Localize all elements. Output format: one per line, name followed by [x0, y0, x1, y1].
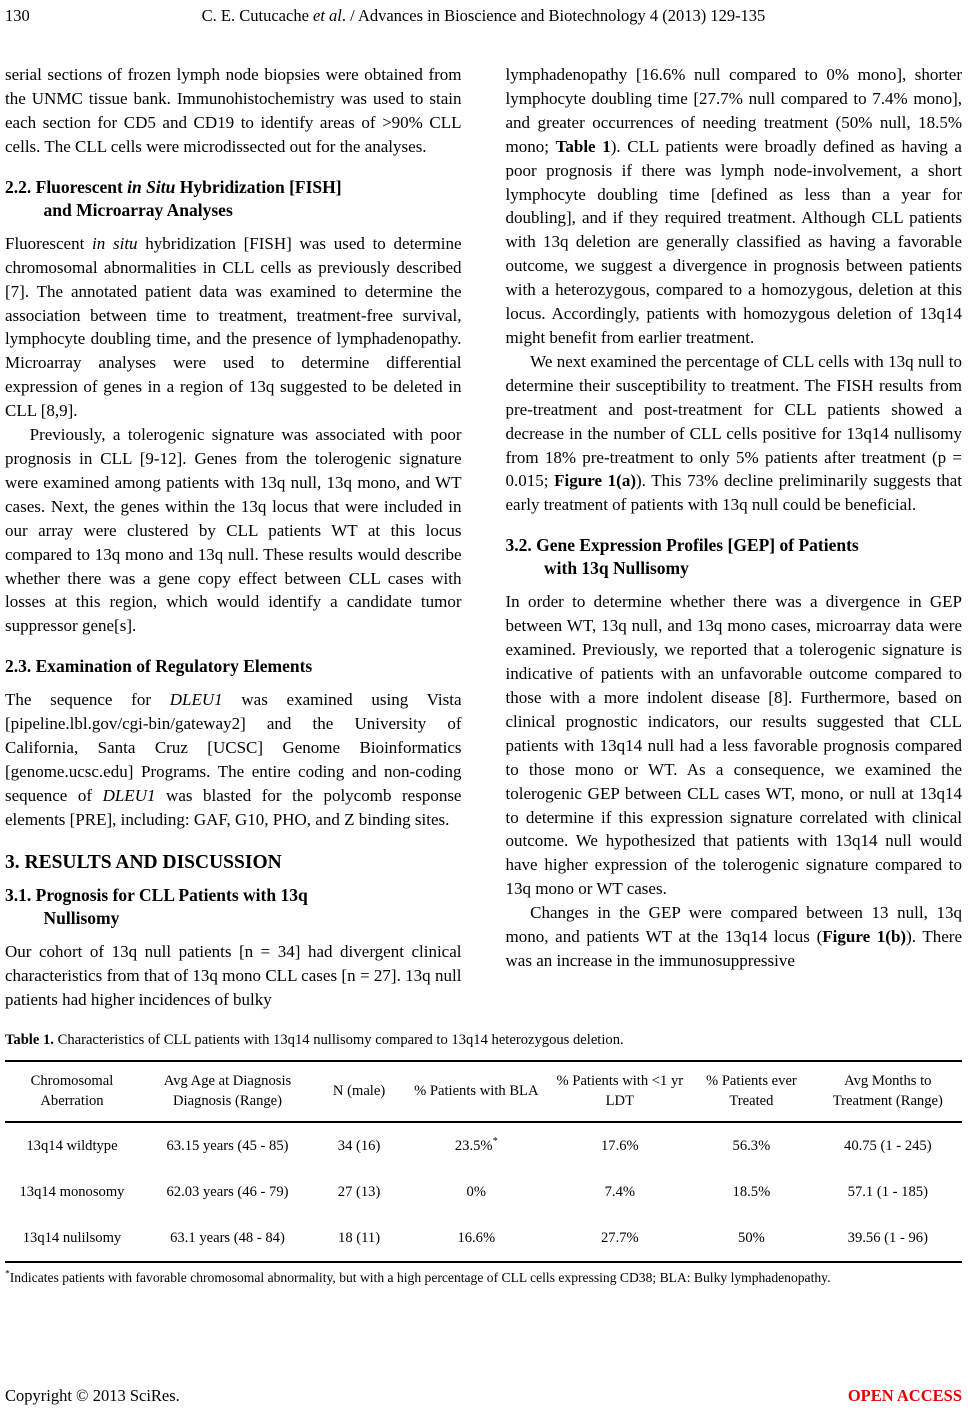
column-header: % Patients ever Treated	[689, 1061, 813, 1122]
table-cell: 17.6%	[600, 1137, 639, 1154]
table-cell: 56.3%	[732, 1137, 771, 1154]
table-cell: 16.6%	[402, 1215, 550, 1262]
column-header: % Patients with <1 yr LDT	[550, 1061, 689, 1122]
table-cell: 0%	[466, 1183, 487, 1200]
paragraph: serial sections of frozen lymph node biopsies were obtained from the UNMC tissue bank. Immunohistochemistry was used to stain each section for CD5 and CD19 to identify areas of >90% CLL cells. The CLL cells were microdissected out for the analyses.	[5, 65, 462, 156]
paragraph: Changes in the GEP were compared between 13 null, 13q mono, and patients WT at the 13q14 locus (Figure 1(b)). There was an increase in the immunosuppressive	[505, 903, 963, 970]
copyright-text: Copyright © 2013 SciRes.	[5, 1386, 180, 1405]
column-header: Chromosomal Aberration	[5, 1061, 139, 1122]
table-cell: 7.4%	[604, 1183, 636, 1200]
section-heading-3-2: 3.2. Gene Expression Profiles [GEP] of Patients with 13q Nullisomy	[505, 535, 859, 579]
characteristics-table	[5, 1060, 962, 1263]
section-heading-3-1: 3.1. Prognosis for CLL Patients with 13q Nullisomy	[5, 885, 308, 929]
paragraph: In order to determine whether there was a divergence in GEP between WT, 13q null, and 13q mono cases, microarray data were examined. Previously, we reported that a tolerogenic signature is indicative of patients with an unfavorable outcome compared to those with a more indolent disease [8]. Furthermore, based on clinical prognostic indicators, our results suggested that CLL patients with 13q14 null had a less favorable prognosis compared to those mono or WT. As a consequence, we examined the tolerogenic GEP between CLL cases WT, mono, or null at 13q14 to determine if this expression signature correlated with clinical outcome. We hypothesized that patients with 13q14 null would have higher expression of the tolerogenic signature compared to 13q mono or WT cases.	[505, 592, 962, 899]
page-footer	[5, 1386, 962, 1406]
table-cell: 27 (13)	[337, 1183, 381, 1200]
table-cell: 40.75 (1 - 245)	[844, 1137, 932, 1154]
table-row	[5, 1215, 962, 1262]
column-header: Avg Months to Treatment (Range)	[814, 1061, 962, 1122]
paragraph: Fluorescent in situ hybridization [FISH] was used to determine chromosomal abnormalities in CLL cells as previously described [7]. The annotated patient data was examined to determine the association between time to treatment, treatment-free survival, lymphocyte doubling time, and the presence of lymphadenopathy. Microarray analyses were used to determine differential expression of genes in a region of 13q suggested to be deleted in CLL [8,9].	[5, 233, 462, 421]
open-access-label: OPEN ACCESS	[847, 1386, 962, 1405]
paragraph: We next examined the percentage of CLL cells with 13q null to determine their susceptibility to treatment. The FISH results from pre-treatment and post-treatment for CLL patients showed a decrease in the number of CLL cells positive for 13q14 nullisomy from 18% pre-treatment to only 5% patients after treatment (p = 0.015; Figure 1(a)). This 73% decline preliminarily suggests that early treatment of patients with 13q null could be beneficial.	[505, 351, 962, 515]
page-number: 130	[5, 6, 30, 25]
paragraph: Our cohort of 13q null patients [n = 34] had divergent clinical characteristics from that of 13q mono CLL cases [n = 27]. 13q null patients had higher incidences of bulky	[5, 942, 462, 1010]
table-header-row	[5, 1061, 962, 1122]
paragraph: lymphadenopathy [16.6% null compared to 0% mono], shorter lymphocyte doubling time [27.7% null compared to 7.4% mono], and greater occurrences of needing treatment (50% null, 18.5% mono; Table 1). CLL patients were broadly defined as having a poor prognosis if there was lymph node-involvement, a short lymphocyte doubling time [defined as less than a year for doubling], and if they required treatment. Although CLL patients with 13q deletion are generally classified as having a favorable outcome, we suggest a divergence in prognosis between patients with a heterozygous, compared to a homozygous, deletion at this locus. Accordingly, patients with homozygous deletion of 13q14 might benefit from earlier treatment.	[505, 65, 962, 347]
section-heading-2-2: 2.2. Fluorescent in Situ Hybridization [FISH] and Microarray Analyses	[5, 176, 342, 220]
table-caption: Table 1. Characteristics of CLL patients with 13q14 nullisomy compared to 13q14 heterozygous deletion.	[5, 1032, 624, 1049]
right-column	[506, 63, 963, 1012]
table-row	[5, 1122, 962, 1169]
table-cell: 50%	[689, 1215, 813, 1262]
table-1-block	[5, 1032, 962, 1300]
table-cell: 18.5%	[732, 1183, 771, 1200]
running-header	[5, 6, 962, 30]
table-cell: 13q14 monosomy	[19, 1183, 125, 1200]
table-cell: 27.7%	[550, 1215, 689, 1262]
left-column	[5, 63, 462, 1012]
table-cell: 18 (11)	[316, 1215, 402, 1262]
table-cell: 62.03 years (46 - 79)	[166, 1183, 289, 1200]
table-cell: 13q14 wildtype	[26, 1137, 118, 1154]
column-header: N (male)	[316, 1061, 402, 1122]
column-header: % Patients with BLA	[402, 1061, 550, 1122]
table-row	[5, 1169, 962, 1215]
table-cell: 34 (16)	[337, 1137, 381, 1154]
table-cell: 13q14 nulilsomy	[5, 1215, 139, 1262]
table-cell: 63.1 years (48 - 84)	[139, 1215, 316, 1262]
running-title: C. E. Cutucache et al. / Advances in Bioscience and Biotechnology 4 (2013) 129-135	[201, 6, 766, 25]
table-footnote: *Indicates patients with favorable chromosomal abnormality, but with a high percentage of CLL cells expressing CD38; BLA: Bulky lymphadenopathy.	[5, 1269, 831, 1286]
section-heading-3: 3. RESULTS AND DISCUSSION	[5, 851, 282, 873]
paragraph: The sequence for DLEU1 was examined using Vista [pipeline.lbl.gov/cgi-bin/gateway2] and the University of California, Santa Cruz [UCSC] Genome Bioinformatics [genome.ucsc.edu] Programs. The entire coding and non-coding sequence of DLEU1 was blasted for the polycomb response elements [PRE], including: GAF, G10, PHO, and Z binding sites.	[5, 690, 462, 829]
table-cell: 23.5%*	[454, 1136, 498, 1154]
table-cell: 57.1 (1 - 185)	[847, 1183, 928, 1200]
section-heading-2-3: 2.3. Examination of Regulatory Elements	[5, 656, 313, 677]
table-cell: 63.15 years (45 - 85)	[166, 1137, 289, 1154]
body-columns	[5, 63, 962, 1012]
paragraph: Previously, a tolerogenic signature was associated with poor prognosis in CLL [9-12]. Genes from the tolerogenic signature were examined among patients with 13q null, 13q mono, and WT cases. Next, the genes within the 13q locus that were included in our array were clustered by CLL patients WT at this locus compared to 13q mono and 13q null. These results would describe whether there was a gene copy effect between CLL cases with losses at this region, which would identify a candidate tumor suppressor gene[s].	[5, 425, 462, 636]
table-cell: 39.56 (1 - 96)	[814, 1215, 962, 1262]
column-header: Avg Age at Diagnosis Diagnosis (Range)	[139, 1061, 316, 1122]
